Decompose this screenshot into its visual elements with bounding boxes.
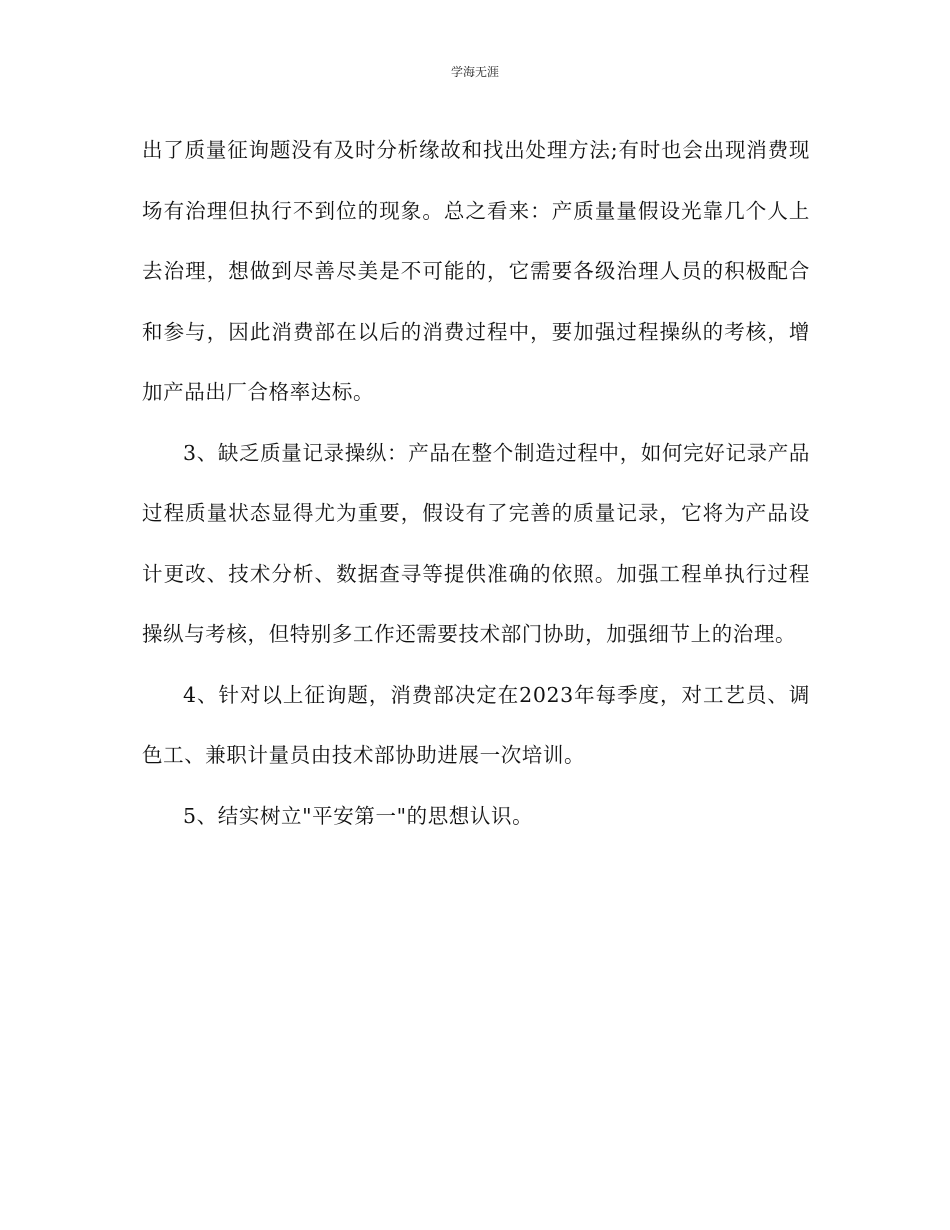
paragraph-item-5: 5、结实树立"平安第一"的思想认识。 (183, 803, 534, 828)
paragraph-item-3: 3、缺乏质量记录操纵：产品在整个制造过程中，如何完好记录产品过程质量状态显得尤为重要，假设有了完善的质量记录，它将为产品设计更改、技术分析、数据查寻等提供准确的依照。加强工程单执行过程操纵与考核，但特别多工作还需要技术部门协助，加强细节上的治理。 (142, 440, 810, 646)
paragraph-continuation: 出了质量征询题没有及时分析缘故和找出处理方法;有时也会出现消费现场有治理但执行不到位的现象。总之看来：产质量量假设光靠几个人上去治理，想做到尽善尽美是不可能的，它需要各级治理人员的积极配合和参与，因此消费部在以后的消费过程中，要加强过程操纵的考核，增加产品出厂合格率达标。 (142, 138, 810, 404)
paragraph-item-4: 4、针对以上征询题，消费部决定在2023年每季度，对工艺员、调色工、兼职计量员由技术部协助进展一次培训。 (142, 682, 810, 767)
page-header: 学海无涯 (450, 65, 499, 79)
document-body (142, 120, 810, 846)
